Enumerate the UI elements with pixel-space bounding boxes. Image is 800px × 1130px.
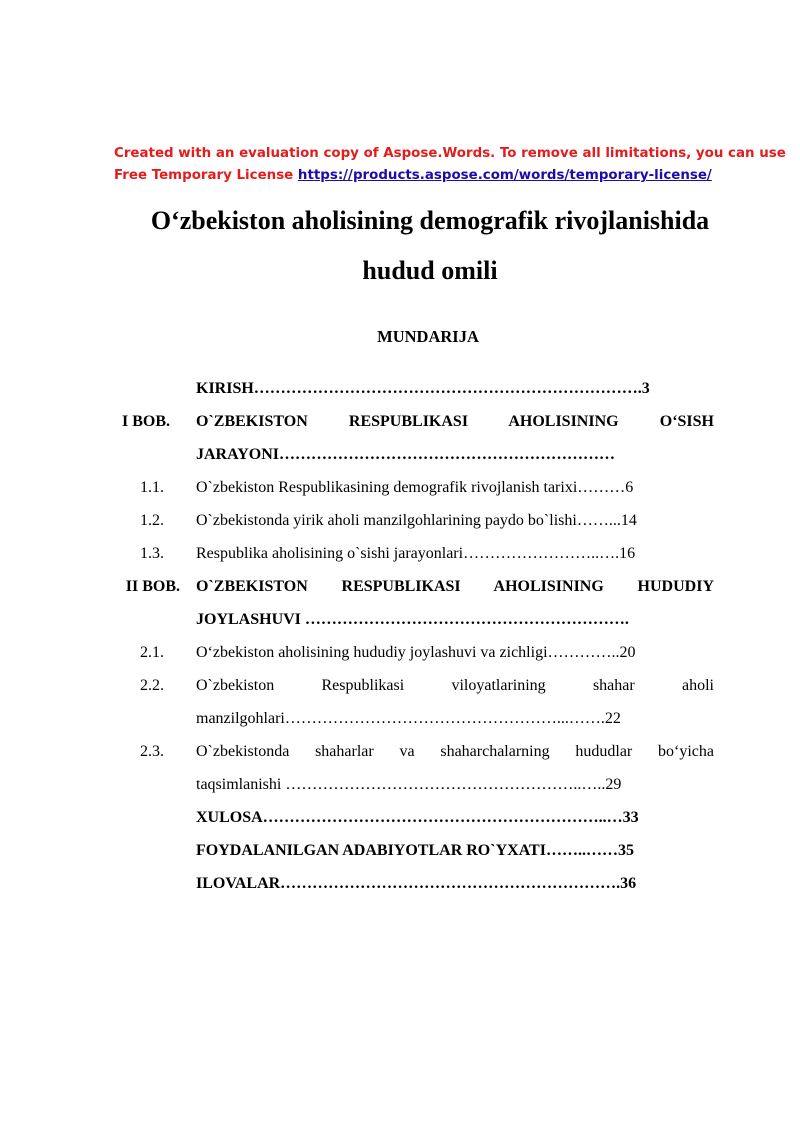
toc-section-number: 2.1. bbox=[140, 644, 164, 661]
document-title bbox=[60, 196, 800, 296]
toc-section-number: 2.3. bbox=[140, 743, 164, 760]
watermark-label: Free Temporary License bbox=[114, 168, 298, 183]
watermark-line-1: Created with an evaluation copy of Aspose.Words. To remove all limitations, you can use bbox=[114, 146, 786, 161]
toc-entry-label: JOYLASHUVI ……………………………………………………. bbox=[196, 611, 629, 628]
toc-chapter-number: I BOB. bbox=[121, 413, 170, 430]
toc-entry-label: KIRISH……………………………………………………………….3 bbox=[196, 380, 650, 397]
title-line-1: O‘zbekiston aholisining demografik rivojlanishida bbox=[150, 206, 710, 235]
toc-section-number: 2.2. bbox=[140, 677, 164, 694]
license-link[interactable]: https://products.aspose.com/words/temporary-license/ bbox=[297, 168, 712, 183]
title-line-2: hudud omili bbox=[362, 256, 498, 285]
watermark-line-2 bbox=[114, 165, 754, 187]
toc-section-number: 1.3. bbox=[140, 545, 164, 562]
toc-entry-label: O‘zbekiston aholisining hududiy joylashuvi va zichligi…………..20 bbox=[196, 644, 636, 661]
toc-entry-label: XULOSA………………………………………………………..…33 bbox=[196, 809, 639, 826]
toc-entry-label: ILOVALAR……………………………………………………….36 bbox=[196, 875, 637, 892]
toc-entry-label: taqsimlanishi ………………………………………………..…..29 bbox=[196, 776, 622, 793]
toc-entry-label: O`zbekistonda shaharlar va shaharchalarning hududlar bo‘yicha bbox=[196, 743, 714, 760]
toc-entry-label: JARAYONI……………………………………………………… bbox=[196, 446, 615, 463]
toc-entry-label: O`zbekiston Respublikasi viloyatlarining shahar aholi bbox=[196, 677, 714, 694]
toc-entry-label: manzilgohlari……………………………………………...…….22 bbox=[196, 710, 621, 727]
toc-entry-label: FOYDALANILGAN ADABIYOTLAR RO`YXATI……..……35 bbox=[196, 842, 634, 859]
toc-entry-label: O`ZBEKISTON RESPUBLIKASI AHOLISINING O‘SISH bbox=[196, 413, 714, 430]
toc-heading: MUNDARIJA bbox=[377, 327, 479, 346]
toc-entry-label: Respublika aholisining o`sishi jarayonlari……………………..….16 bbox=[196, 545, 636, 562]
toc-chapter-number: II BOB. bbox=[125, 578, 180, 595]
toc-entry-label: O`zbekiston Respublikasining demografik rivojlanish tarixi………6 bbox=[196, 479, 634, 496]
toc-section-number: 1.2. bbox=[140, 512, 164, 529]
toc-entry-label: O`zbekistonda yirik aholi manzilgohlarining paydo bo`lishi……...14 bbox=[196, 512, 637, 529]
toc-section-number: 1.1. bbox=[140, 479, 164, 496]
toc-entry-label: O`ZBEKISTON RESPUBLIKASI AHOLISINING HUDUDIY bbox=[196, 578, 714, 595]
evaluation-watermark bbox=[114, 143, 786, 187]
